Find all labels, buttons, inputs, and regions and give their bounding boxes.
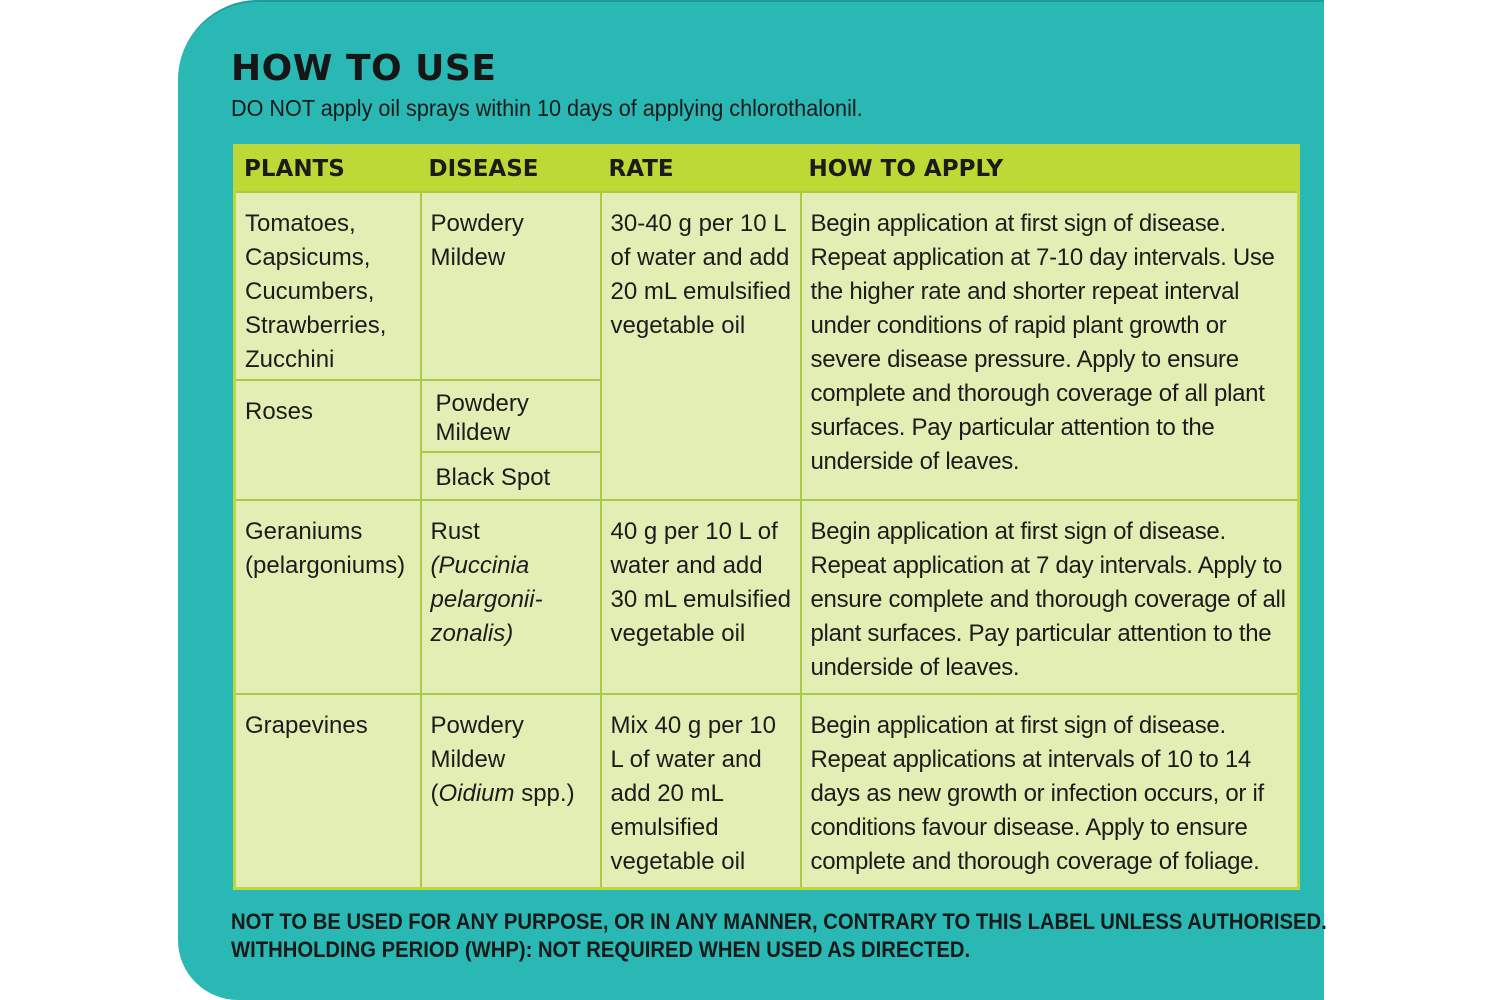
disease-latin-name: Oidium [438, 780, 515, 807]
rate-cell: 30-40 g per 10 L of water and add 20 mL emulsified vegetable oil [601, 192, 801, 500]
disease-name: Rust [430, 518, 480, 545]
disease-latin-name: (Puccinia pelargonii-zonalis) [430, 552, 543, 647]
disease-cell: Black Spot [421, 452, 601, 500]
plants-cell: Roses [235, 380, 421, 500]
disease-cell: Powdery Mildew [421, 192, 601, 380]
plants-cell: Geraniums (pelargoniums) [235, 500, 421, 694]
header-disease: DISEASE [421, 146, 601, 193]
rate-cell: 40 g per 10 L of water and add 30 mL emulsified vegetable oil [601, 500, 801, 694]
how-to-apply-cell: Begin application at first sign of disease. Repeat application at 7-10 day intervals. Use the higher rate and shorter repeat interval under conditions of rapid plant growth or severe disease pressure. Apply to ensure complete and thorough coverage of all plant surfaces. Pay particular attention to the underside of leaves. [801, 192, 1299, 500]
footer-line-withholding-period: WITHHOLDING PERIOD (WHP): NOT REQUIRED WHEN USED AS DIRECTED. [231, 937, 971, 962]
rate-cell: Mix 40 g per 10 L of water and add 20 mL emulsified vegetable oil [601, 694, 801, 888]
disease-cell [421, 500, 601, 694]
disease-paren-open: ( [430, 780, 439, 807]
table-row [235, 192, 1299, 380]
header-how-to-apply: HOW TO APPLY [801, 146, 1299, 193]
how-to-apply-cell: Begin application at first sign of disease. Repeat applications at intervals of 10 to 14 days as new growth or infection occurs, or if conditions favour disease. Apply to ensure complete and thorough coverage of foliage. [801, 694, 1299, 888]
table-header-row [235, 146, 1299, 193]
table-row [235, 694, 1299, 888]
header-plants: PLANTS [235, 146, 421, 193]
footer-line-label-restriction: NOT TO BE USED FOR ANY PURPOSE, OR IN ANY MANNER, CONTRARY TO THIS LABEL UNLESS AUTHORISED. [231, 909, 1327, 934]
oil-spray-warning: DO NOT apply oil sprays within 10 days of applying chlorothalonil. [231, 95, 863, 121]
usage-table [233, 144, 1300, 890]
table-row [235, 500, 1299, 694]
section-title: HOW TO USE [231, 48, 497, 89]
regulatory-footer [231, 908, 1327, 964]
plants-cell: Grapevines [235, 694, 421, 888]
disease-paren-close: spp.) [514, 780, 575, 807]
disease-cell: Powdery Mildew [421, 380, 601, 452]
plants-cell: Tomatoes, Capsicums, Cucumbers, Strawberries, Zucchini [235, 192, 421, 380]
header-rate: RATE [601, 146, 801, 193]
disease-cell [421, 694, 601, 888]
disease-name: Powdery Mildew [430, 712, 524, 773]
how-to-apply-cell: Begin application at first sign of disease. Repeat application at 7 day intervals. Apply to ensure complete and thorough coverage of all plant surfaces. Pay particular attention to the underside of leaves. [801, 500, 1299, 694]
